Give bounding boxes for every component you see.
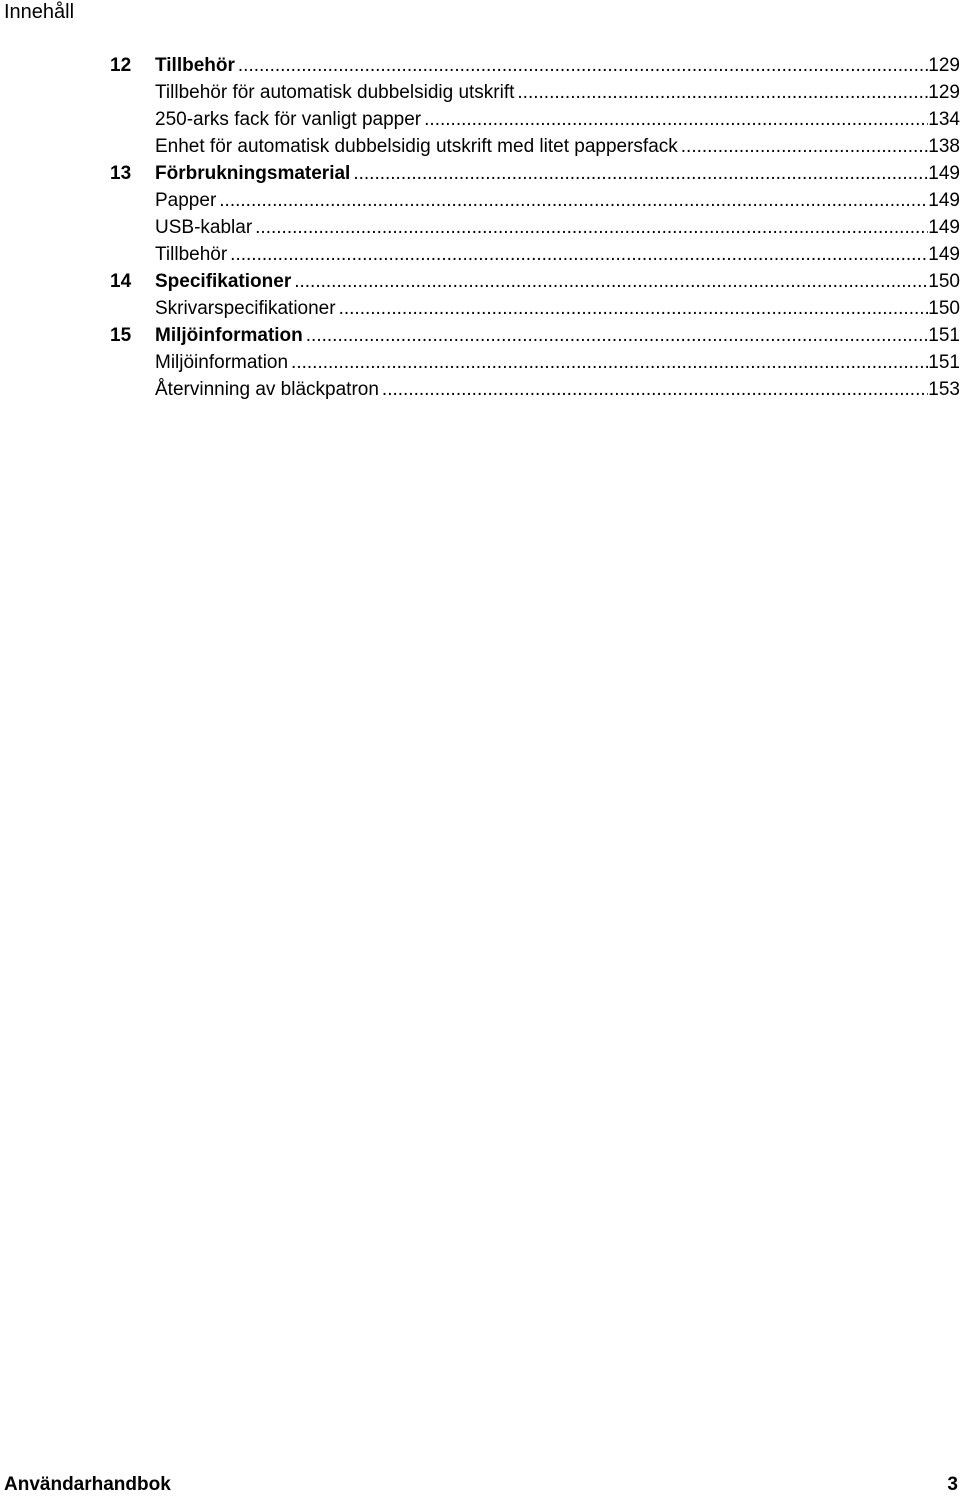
toc-dot-leader [235,52,928,79]
toc-entry-label: Tillbehör [155,55,235,76]
toc-chapter-number: 13 [110,163,132,184]
toc-page-number: 151 [928,352,960,373]
toc-entry[interactable] [0,376,960,403]
toc-entry[interactable] [0,214,960,241]
toc-entry[interactable] [0,322,960,349]
toc-entry-label: 250-arks fack för vanligt papper [155,109,422,130]
toc-page-number: 134 [928,109,960,130]
toc-page-number: 153 [928,379,960,400]
toc-entry-label: Återvinning av bläckpatron [155,379,379,400]
toc-entry[interactable] [0,187,960,214]
toc-entry-label: Papper [155,190,217,211]
toc-dot-leader [421,106,928,133]
toc-entry-label: Specifikationer [155,271,292,292]
toc-page-number: 149 [928,163,960,184]
table-of-contents [0,52,960,403]
toc-entry[interactable] [0,160,960,187]
page-header-title: Innehåll [4,1,75,23]
toc-dot-leader [291,268,928,295]
toc-entry-label: Tillbehör [155,244,228,265]
toc-page-number: 149 [928,244,960,265]
toc-dot-leader [350,160,928,187]
footer-page-number: 3 [947,1474,958,1495]
toc-page-number: 151 [928,325,960,346]
toc-dot-leader [227,241,928,268]
toc-entry-label: USB-kablar [155,217,253,238]
toc-entry[interactable] [0,133,960,160]
toc-entry[interactable] [0,349,960,376]
footer-book-title: Användarhandbok [4,1474,171,1495]
toc-page-number: 149 [928,217,960,238]
toc-entry-label: Miljöinformation [155,325,303,346]
toc-dot-leader [678,133,929,160]
toc-dot-leader [216,187,928,214]
toc-chapter-number: 14 [110,271,132,292]
toc-page-number: 150 [928,271,960,292]
toc-entry[interactable] [0,268,960,295]
toc-dot-leader [379,376,928,403]
toc-chapter-number: 15 [110,325,132,346]
toc-entry[interactable] [0,52,960,79]
toc-entry-label: Förbrukningsmaterial [155,163,351,184]
toc-dot-leader [514,79,928,106]
toc-page-number: 149 [928,190,960,211]
toc-entry[interactable] [0,241,960,268]
toc-chapter-number: 12 [110,55,132,76]
toc-entry[interactable] [0,106,960,133]
toc-dot-leader [336,295,929,322]
toc-entry[interactable] [0,79,960,106]
toc-page-number: 138 [928,136,960,157]
toc-entry-label: Miljöinformation [155,352,289,373]
toc-page-number: 150 [928,298,960,319]
toc-dot-leader [303,322,929,349]
toc-entry-label: Skrivarspecifikationer [155,298,336,319]
toc-dot-leader [288,349,928,376]
toc-entry-label: Enhet för automatisk dubbelsidig utskrift med litet pappersfack [155,136,678,157]
toc-page-number: 129 [928,55,960,76]
toc-entry-label: Tillbehör för automatisk dubbelsidig utskrift [155,82,515,103]
toc-dot-leader [252,214,928,241]
toc-page-number: 129 [928,82,960,103]
toc-entry[interactable] [0,295,960,322]
